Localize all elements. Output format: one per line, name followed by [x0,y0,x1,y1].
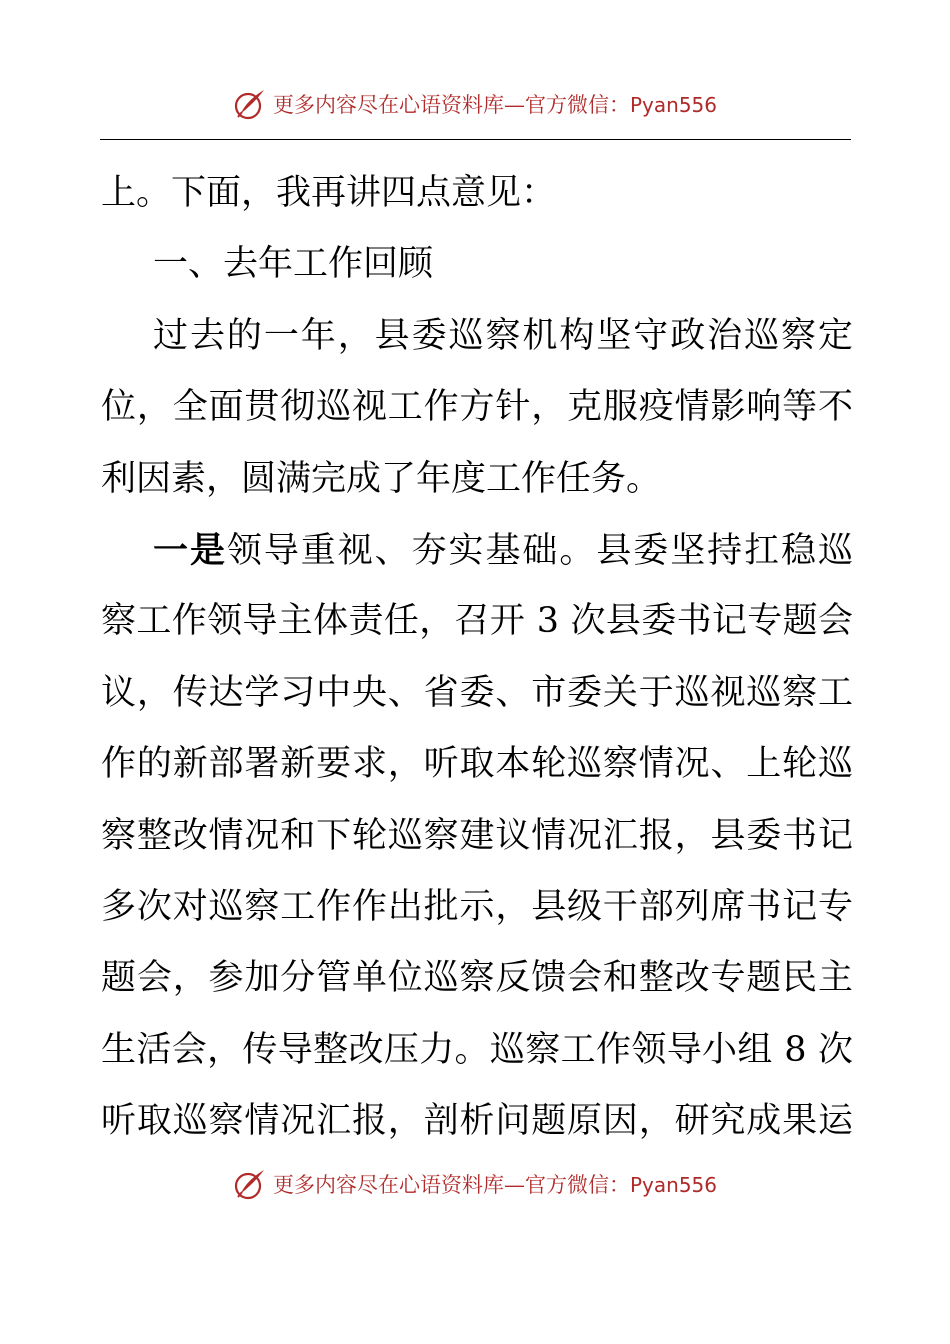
header-divider [100,139,851,140]
footer-watermark-text: 更多内容尽在心语资料库—官方微信：Pyan556 [272,1173,717,1197]
body-line-12: 题会，参加分管单位巡察反馈会和整改专题民主 [101,958,853,999]
footer-watermark [0,1164,950,1204]
header-watermark [0,84,950,124]
body-line-8: 议，传达学习中央、省委、市委关于巡视巡察工 [101,672,853,713]
body-line-5: 利因素，圆满完成了年度工作任务。 [101,458,662,499]
body-line-11: 多次对巡察工作作出批示，县级干部列席书记专 [101,886,853,927]
document-body [101,158,853,1157]
body-line-4: 位，全面贯彻巡视工作方针，克服疫情影响等不 [101,387,853,428]
section-heading: 一、去年工作回顾 [153,244,434,285]
body-line-7: 察工作领导主体责任，召开 3 次县委书记专题会 [101,601,853,642]
body-line-13: 生活会，传导整改压力。巡察工作领导小组 8 次 [101,1029,853,1070]
body-line-6 [101,515,853,586]
point-text: 领导重视、夯实基础。县委坚持扛稳巡 [226,530,853,571]
header-watermark-text: 更多内容尽在心语资料库—官方微信：Pyan556 [272,93,717,117]
body-line-10: 察整改情况和下轮巡察建议情况汇报，县委书记 [101,815,853,856]
header-wechat-id: Pyan556 [629,93,717,117]
point-label: 一是 [153,529,227,571]
body-line-14: 听取巡察情况汇报，剖析问题原因，研究成果运 [101,1101,853,1142]
quill-pen-logo-icon [233,87,267,121]
footer-wechat-id: Pyan556 [629,1173,717,1197]
body-line-3: 过去的一年，县委巡察机构坚守政治巡察定 [153,315,853,356]
quill-pen-logo-icon [233,1167,267,1201]
body-line-1: 上。下面，我再讲四点意见： [101,173,557,213]
body-line-9: 作的新部署新要求，听取本轮巡察情况、上轮巡 [101,744,853,785]
